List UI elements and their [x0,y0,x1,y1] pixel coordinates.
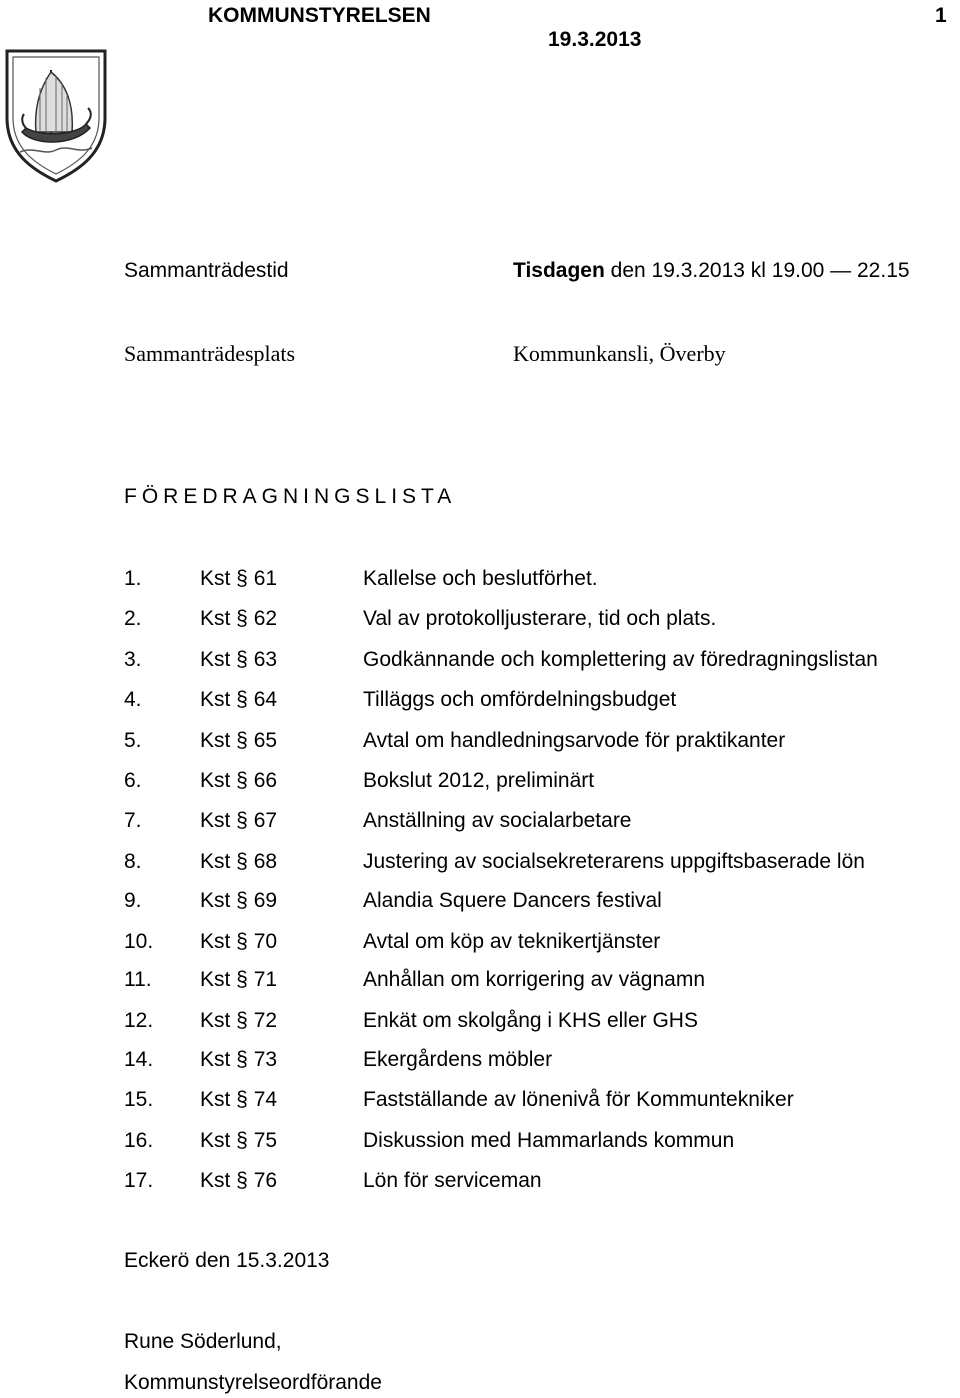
agenda-item-section: Kst § 64 [200,688,278,711]
agenda-item-text: Lön för serviceman [363,1169,542,1192]
agenda-item-number: 8. [124,850,142,873]
meeting-time-label: Sammanträdestid [124,259,289,282]
agenda-item-number: 9. [124,889,142,912]
agenda-item-number: 17. [124,1169,154,1192]
agenda-item-section: Kst § 65 [200,729,278,752]
agenda-item-section: Kst § 63 [200,648,278,671]
agenda-item-section: Kst § 74 [200,1088,278,1111]
agenda-item-text: Alandia Squere Dancers festival [363,889,662,912]
agenda-item-text: Enkät om skolgång i KHS eller GHS [363,1009,698,1032]
agenda-item-number: 3. [124,648,142,671]
agenda-item-section: Kst § 70 [200,930,278,953]
agenda-item-number: 6. [124,769,142,792]
agenda-item-section: Kst § 71 [200,968,278,991]
agenda-item-text: Fastställande av lönenivå för Kommuntekniker [363,1088,794,1111]
signer-name: Rune Söderlund, [124,1330,282,1353]
agenda-item-section: Kst § 68 [200,850,278,873]
agenda-item-number: 16. [124,1129,154,1152]
agenda-item-number: 1. [124,567,142,590]
agenda-item-text: Avtal om köp av teknikertjänster [363,930,661,953]
meeting-time [513,259,910,283]
agenda-item-text: Avtal om handledningsarvode för praktikanter [363,729,786,752]
agenda-item-section: Kst § 73 [200,1048,278,1071]
agenda-item-section: Kst § 72 [200,1009,278,1032]
agenda-item-number: 12. [124,1009,154,1032]
place-and-date: Eckerö den 15.3.2013 [124,1249,330,1272]
agenda-item-text: Diskussion med Hammarlands kommun [363,1129,735,1152]
agenda-item-number: 15. [124,1088,154,1111]
agenda-item-section: Kst § 69 [200,889,278,912]
document-header-org: KOMMUNSTYRELSEN [208,4,431,27]
agenda-title: FÖREDRAGNINGSLISTA [124,485,457,508]
agenda-item-text: Justering av socialsekreterarens uppgiftsbaserade lön [363,850,865,873]
agenda-item-section: Kst § 61 [200,567,278,590]
agenda-item-number: 7. [124,809,142,832]
agenda-item-section: Kst § 75 [200,1129,278,1152]
agenda-item-text: Bokslut 2012, preliminärt [363,769,595,792]
agenda-item-section: Kst § 62 [200,607,278,630]
agenda-item-text: Val av protokolljusterare, tid och plats. [363,607,717,630]
agenda-item-number: 11. [124,968,152,991]
agenda-item-number: 5. [124,729,142,752]
agenda-item-number: 2. [124,607,142,630]
agenda-item-number: 14. [124,1048,154,1071]
meeting-day: Tisdagen [513,259,605,282]
agenda-item-text: Anställning av socialarbetare [363,809,632,832]
agenda-item-section: Kst § 67 [200,809,278,832]
agenda-item-section: Kst § 66 [200,769,278,792]
agenda-item-section: Kst § 76 [200,1169,278,1192]
agenda-item-text: Ekergårdens möbler [363,1048,553,1071]
agenda-item-text: Tilläggs och omfördelningsbudget [363,688,677,711]
agenda-item-text: Kallelse och beslutförhet. [363,567,598,590]
page-number: 1 [935,4,947,27]
meeting-place-label: Sammanträdesplats [124,341,296,366]
signer-title: Kommunstyrelseordförande [124,1371,382,1394]
document-header-date: 19.3.2013 [548,28,642,51]
agenda-item-number: 4. [124,688,142,711]
agenda-item-text: Godkännande och komplettering av föredragningslistan [363,648,878,671]
agenda-item-text: Anhållan om korrigering av vägnamn [363,968,706,991]
viking-ship-crest-icon [4,48,108,184]
meeting-place-value: Kommunkansli, Överby [513,341,726,366]
agenda-item-number: 10. [124,930,154,953]
meeting-time-value: den 19.3.2013 kl 19.00 — 22.15 [610,259,910,282]
